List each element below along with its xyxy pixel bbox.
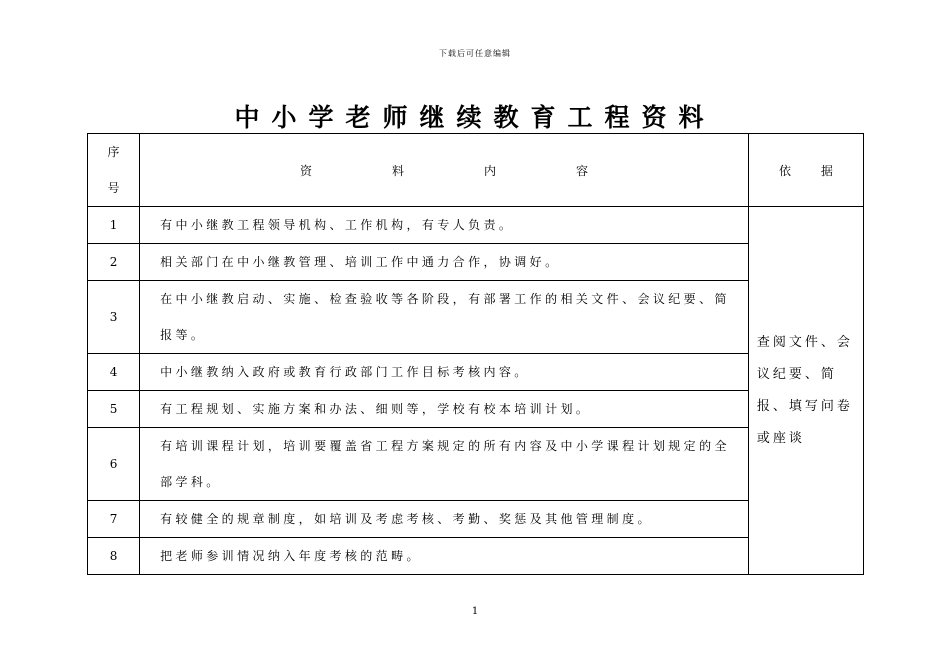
row-seq: 7 (88, 501, 140, 538)
table-row (88, 538, 864, 575)
row-content: 在中小继教启动、实施、检查验收等各阶段，有部署工作的相关文件、会议纪要、简报等。 (140, 281, 749, 354)
header-seq-line2: 号 (107, 181, 120, 195)
table-row (88, 244, 864, 281)
row-seq: 8 (88, 538, 140, 575)
row-seq: 5 (88, 391, 140, 428)
table-row (88, 391, 864, 428)
row-seq: 4 (88, 354, 140, 391)
header-note: 下载后可任意编辑 (439, 49, 511, 58)
table-row (88, 207, 864, 244)
row-seq: 3 (88, 281, 140, 354)
table-header-row (88, 134, 864, 207)
basis-cell: 查阅文件、会议纪要、简报、填写问卷或座谈 (748, 207, 863, 575)
document-title: 中小学老师继续教育工程资料 (234, 103, 716, 132)
header-content (140, 134, 749, 207)
row-content: 有较健全的规章制度，如培训及考虑考核、考勤、奖惩及其他管理制度。 (140, 501, 749, 538)
page-number: 1 (471, 606, 479, 617)
header-content-char: 资 (299, 163, 312, 178)
row-content: 有中小继教工程领导机构、工作机构，有专人负责。 (140, 207, 749, 244)
requirements-table (87, 133, 864, 575)
header-seq-line1: 序 (107, 145, 120, 159)
row-content: 有工程规划、实施方案和办法、细则等，学校有校本培训计划。 (140, 391, 749, 428)
table-row (88, 281, 864, 354)
table-row (88, 354, 864, 391)
header-content-char: 容 (575, 163, 588, 178)
row-content: 把老师参训情况纳入年度考核的范畴。 (140, 538, 749, 575)
table-row (88, 428, 864, 501)
row-content: 中小继教纳入政府或教育行政部门工作目标考核内容。 (140, 354, 749, 391)
row-seq: 6 (88, 428, 140, 501)
table-row (88, 501, 864, 538)
row-seq: 1 (88, 207, 140, 244)
header-content-char: 内 (483, 163, 496, 178)
header-basis: 依 据 (748, 134, 863, 207)
header-seq (88, 134, 140, 207)
header-content-char: 料 (391, 163, 404, 178)
row-seq: 2 (88, 244, 140, 281)
row-content: 相关部门在中小继教管理、培训工作中通力合作，协调好。 (140, 244, 749, 281)
row-content: 有培训课程计划，培训要覆盖省工程方案规定的所有内容及中小学课程计划规定的全部学科。 (140, 428, 749, 501)
